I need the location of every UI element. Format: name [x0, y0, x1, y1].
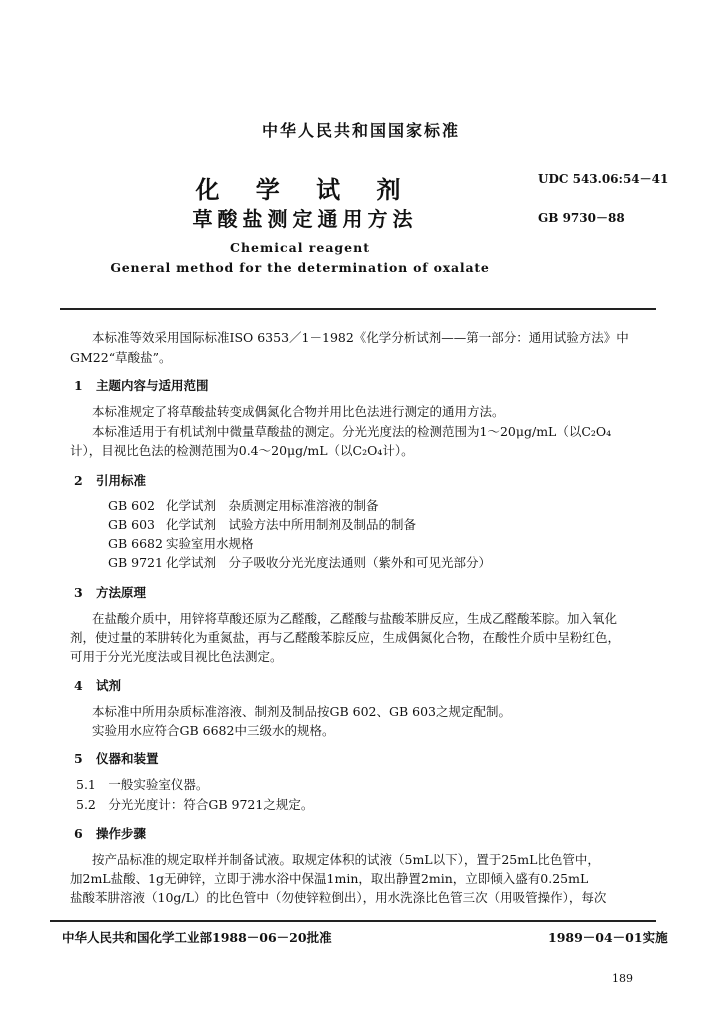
body-line: 剂，使过量的苯肼转化为重氮盐，再与乙醛酸苯腙反应，生成偶氮化合物，在酸性介质中呈粉红色，	[70, 630, 621, 645]
body-line: 本标准中所用杂质标准溶液、制剂及制品按GB 602、GB 603之规定配制。	[92, 704, 512, 719]
header-divider	[60, 308, 656, 310]
section-number: 6	[74, 826, 83, 841]
subsection-line: 5.2 分光光度计：符合GB 9721之规定。	[76, 797, 314, 812]
section-heading	[74, 824, 146, 842]
subsection-line: 5.1 一般实验室仪器。	[76, 777, 209, 792]
section-heading	[74, 676, 121, 694]
document-subtitle-en: General method for the determination of oxalate	[110, 260, 490, 275]
body-line: 本标准适用于有机试剂中微量草酸盐的测定。分光光度法的检测范围为1～20μg/mL（以C₂O₄	[92, 424, 612, 439]
reference-text: 化学试剂 分子吸收分光光度法通则（紫外和可见光部分）	[166, 555, 492, 570]
footer-divider	[50, 920, 656, 922]
section-heading	[74, 749, 159, 767]
reference-item	[108, 497, 379, 515]
body-line: 实验用水应符合GB 6682中三级水的规格。	[92, 723, 335, 738]
section-heading	[74, 376, 209, 394]
section-number: 1	[74, 378, 83, 393]
section-title: 试剂	[96, 678, 122, 693]
body-line: 按产品标准的规定取样并制备试液。取规定体积的试液（5mL以下），置于25mL比色管中，	[92, 852, 600, 867]
section-heading	[74, 583, 146, 601]
section-title: 引用标准	[96, 473, 147, 488]
section-title: 仪器和装置	[96, 751, 159, 766]
national-standard-heading: 中华人民共和国国家标准	[261, 121, 460, 140]
reference-code: GB 602	[108, 498, 156, 513]
body-line: 加2mL盐酸、1g无砷锌，立即于沸水浴中保温1min，取出静置2min，立即倾入盛有0.25mL	[70, 871, 589, 886]
document-title-cn: 化 学 试 剂	[195, 175, 415, 204]
body-line: 盐酸苯肼溶液（10g/L）的比色管中（勿使锌粒倒出），用水洗涤比色管三次（用吸管操作），每次	[70, 890, 607, 905]
gb-number: GB 9730－88	[538, 211, 625, 225]
section-number: 2	[74, 473, 83, 488]
udc-number: UDC 543.06:54－41	[538, 172, 669, 186]
section-number: 5	[74, 751, 83, 766]
intro-line: GM22“草酸盐”。	[70, 350, 172, 365]
reference-text: 化学试剂 试验方法中所用制剂及制品的制备	[166, 517, 417, 532]
page-number: 189	[612, 972, 633, 985]
section-number: 4	[74, 678, 83, 693]
approval-note: 中华人民共和国化学工业部1988－06－20批准	[62, 930, 332, 945]
reference-item	[108, 516, 416, 534]
body-line: 在盐酸介质中，用锌将草酸还原为乙醛酸，乙醛酸与盐酸苯肼反应，生成乙醛酸苯腙。加入氧化	[92, 611, 618, 626]
document-title-en: Chemical reagent	[230, 240, 370, 255]
reference-code: GB 603	[108, 517, 156, 532]
body-line: 可用于分光光度法或目视比色法测定。	[70, 649, 283, 664]
reference-text: 化学试剂 杂质测定用标准溶液的制备	[166, 498, 379, 513]
reference-code: GB 6682	[108, 536, 163, 551]
section-title: 操作步骤	[96, 826, 147, 841]
body-line: 计），目视比色法的检测范围为0.4～20μg/mL（以C₂O₄计）。	[70, 443, 414, 458]
reference-text: 实验室用水规格	[166, 536, 254, 551]
section-title: 方法原理	[96, 585, 147, 600]
effective-date: 1989－04－01实施	[548, 930, 668, 945]
section-title: 主题内容与适用范围	[96, 378, 209, 393]
section-number: 3	[74, 585, 83, 600]
document-subtitle-cn: 草酸盐测定通用方法	[192, 207, 418, 231]
reference-code: GB 9721	[108, 555, 163, 570]
reference-item	[108, 535, 254, 553]
reference-item	[108, 554, 491, 572]
body-line: 本标准规定了将草酸盐转变成偶氮化合物并用比色法进行测定的通用方法。	[92, 404, 505, 419]
intro-line: 本标准等效采用国际标准ISO 6353／1－1982《化学分析试剂——第一部分：通用试验方法》中	[92, 330, 629, 345]
section-heading	[74, 471, 146, 489]
